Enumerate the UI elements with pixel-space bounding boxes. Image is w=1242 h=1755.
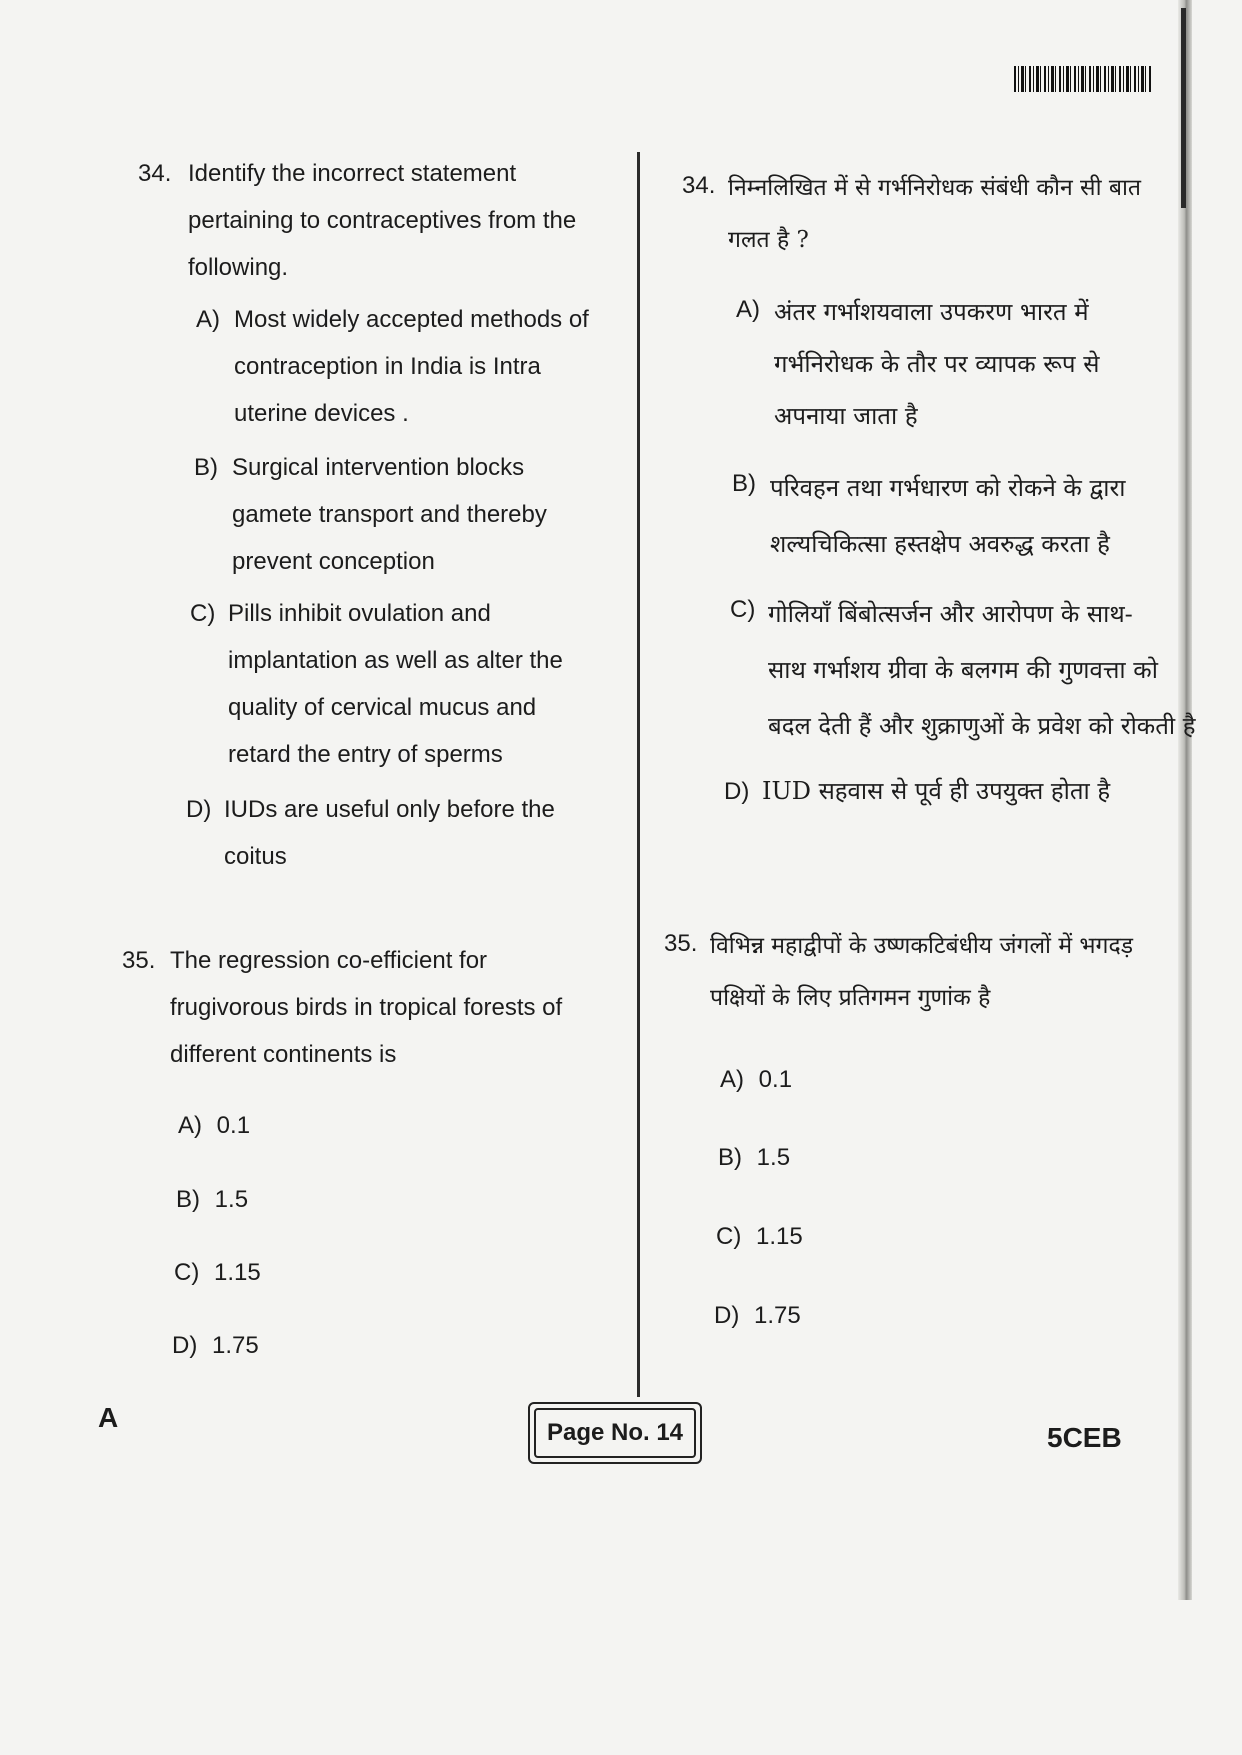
en-q35-option-c <box>174 1249 261 1296</box>
option-value: 1.15 <box>214 1259 261 1286</box>
hi-q35-option-d <box>714 1292 801 1339</box>
option-line: implantation as well as alter the <box>228 647 563 674</box>
option-label: A) <box>178 1112 202 1139</box>
option-value: 0.1 <box>758 1066 793 1093</box>
option-line: शल्यचिकित्सा हस्तक्षेप अवरुद्ध करता है <box>770 530 1110 558</box>
option-line: retard the entry of sperms <box>228 741 503 768</box>
en-q35-stem-line: different continents is <box>170 1041 397 1068</box>
option-line: Surgical intervention blocks <box>232 454 525 481</box>
en-q34-stem-line: Identify the incorrect statement <box>188 160 517 187</box>
option-label: C) <box>174 1259 200 1286</box>
page-number: Page No. 14 <box>534 1408 696 1458</box>
option-line: coitus <box>224 843 287 870</box>
option-line: gamete transport and thereby <box>232 501 547 528</box>
option-value: 1.5 <box>756 1144 791 1171</box>
en-q35-number: 35. <box>122 947 156 974</box>
hi-q35-stem-line: पक्षियों के लिए प्रतिगमन गुणांक है <box>710 985 991 1011</box>
option-line: गोलियाँ बिंबोत्सर्जन और आरोपण के साथ- <box>768 600 1133 628</box>
option-line: IUDs are useful only before the <box>224 796 555 823</box>
option-line: uterine devices . <box>234 400 409 427</box>
en-q35-option-a <box>178 1102 250 1149</box>
option-label: D) <box>714 1302 740 1329</box>
option-line: Pills inhibit ovulation and <box>228 600 491 627</box>
option-label: A) <box>736 296 760 323</box>
option-line: अपनाया जाता है <box>774 402 918 430</box>
option-line: IUD सहवास से पूर्व ही उपयुक्त होता है <box>762 777 1111 805</box>
hi-q35-option-b <box>718 1134 790 1181</box>
option-line: गर्भनिरोधक के तौर पर व्यापक रूप से <box>774 350 1100 378</box>
en-q34-number: 34. <box>138 160 172 187</box>
option-label: C) <box>716 1223 742 1250</box>
page-edge-mark <box>1181 8 1186 208</box>
option-value: 1.15 <box>756 1223 803 1250</box>
hi-q34-stem-line: निम्नलिखित में से गर्भनिरोधक संबंधी कौन सी बात <box>728 175 1142 201</box>
option-label: B) <box>718 1144 742 1171</box>
option-label: A) <box>720 1066 744 1093</box>
en-q34-stem-line: pertaining to contraceptives from the <box>188 207 577 234</box>
option-label: B) <box>194 454 218 481</box>
option-label: D) <box>172 1332 198 1359</box>
option-label: B) <box>176 1186 200 1213</box>
en-q34-stem-line: following. <box>188 254 289 281</box>
option-value: 1.75 <box>754 1302 801 1329</box>
option-line: contraception in India is Intra <box>234 353 541 380</box>
option-label: C) <box>730 596 756 623</box>
en-q35-option-b <box>176 1176 248 1223</box>
option-label: D) <box>186 796 212 823</box>
hi-q34-number: 34. <box>682 172 716 199</box>
option-label: D) <box>724 778 750 805</box>
option-label: C) <box>190 600 216 627</box>
hi-q34-stem-line: गलत है ? <box>728 227 809 253</box>
barcode-image <box>1014 66 1152 92</box>
option-label: A) <box>196 306 220 333</box>
en-q35-stem-line: The regression co-efficient for <box>170 947 488 974</box>
option-line: quality of cervical mucus and <box>228 694 537 721</box>
option-value: 1.5 <box>214 1186 249 1213</box>
hi-q35-option-c <box>716 1213 803 1260</box>
hi-q35-stem-line: विभिन्न महाद्वीपों के उष्णकटिबंधीय जंगलों में भगदड़ <box>710 933 1134 959</box>
column-divider <box>637 152 640 1397</box>
option-label: B) <box>732 470 756 497</box>
en-q35-stem-line: frugivorous birds in tropical forests of <box>170 994 563 1021</box>
en-q35-option-d <box>172 1322 259 1369</box>
option-line: साथ गर्भाशय ग्रीवा के बलगम की गुणवत्ता को <box>768 656 1158 684</box>
option-line: Most widely accepted methods of <box>234 306 589 333</box>
section-letter: A <box>98 1402 119 1433</box>
page-number-box <box>528 1402 702 1464</box>
option-value: 0.1 <box>216 1112 251 1139</box>
option-line: अंतर गर्भाशयवाला उपकरण भारत में <box>774 298 1089 326</box>
option-line: prevent conception <box>232 548 435 575</box>
hi-q35-number: 35. <box>664 930 698 957</box>
booklet-code: 5CEB <box>1047 1422 1122 1453</box>
option-value: 1.75 <box>212 1332 259 1359</box>
hi-q35-option-a <box>720 1056 792 1103</box>
option-line: परिवहन तथा गर्भधारण को रोकने के द्वारा <box>770 474 1126 502</box>
option-line: बदल देती हैं और शुक्राणुओं के प्रवेश को रोकती है <box>768 712 1196 740</box>
page-edge-shadow <box>1178 0 1192 1600</box>
